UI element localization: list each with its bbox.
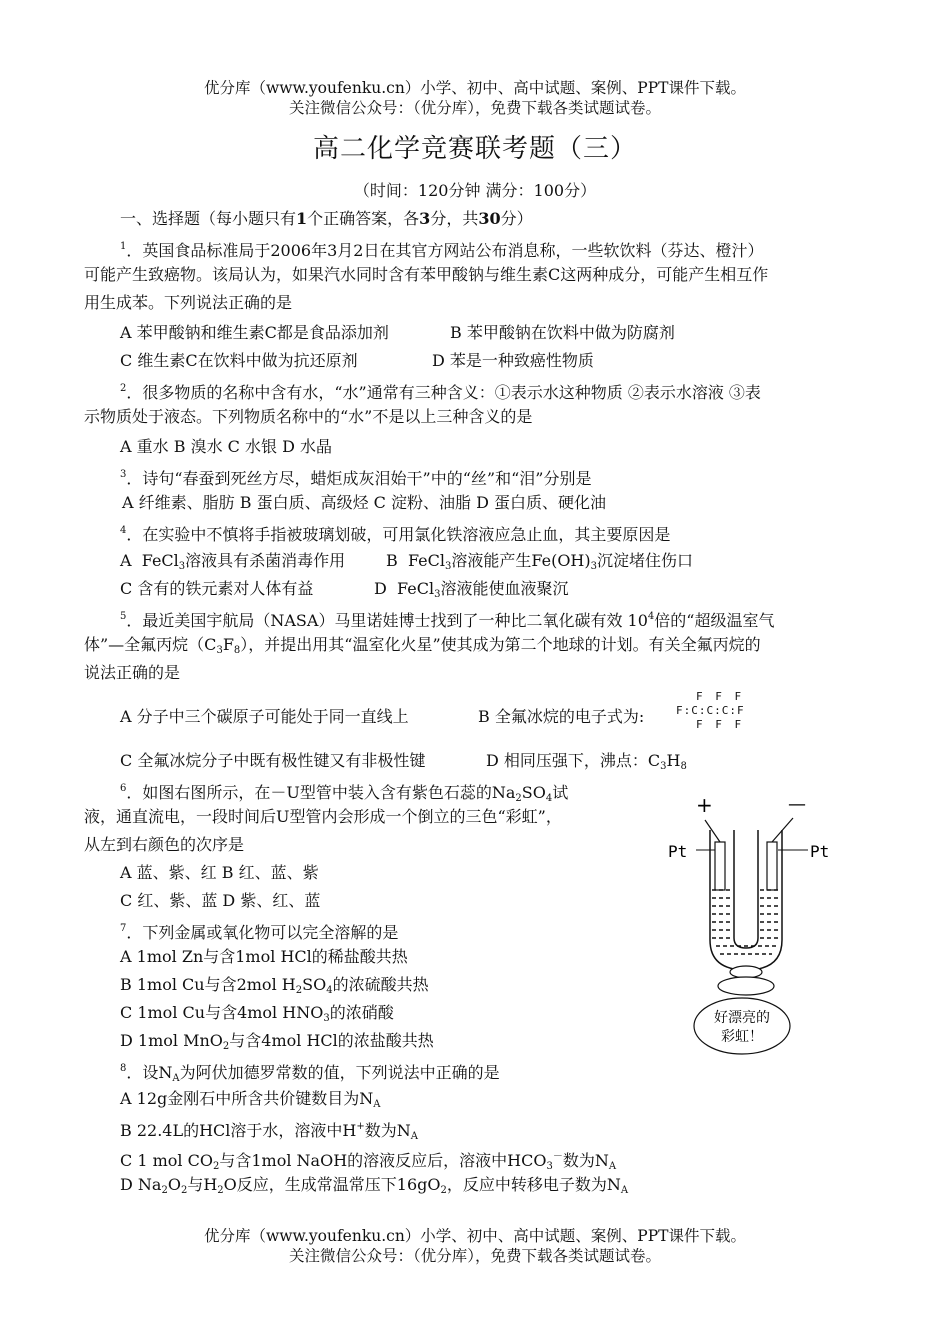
footer-line-2: 关注微信公众号：（优分库），免费下载各类试题试卷。	[288, 1247, 661, 1265]
header-line-1: 优分库（www.youfenku.cn）小学、初中、高中试题、案例、PPT课件下载。	[203, 79, 747, 97]
q5-line-3: 说法正确的是	[84, 663, 181, 682]
plus-sign: +	[696, 793, 713, 817]
pt-label-left: Pt	[668, 842, 688, 861]
q4-option-d: D FeCl3溶液能使血液聚沉	[374, 579, 569, 600]
q8-option-d: D Na2O2与H2O反应，生成常温常压下16gO2，反应中转移电子数为NA	[120, 1175, 629, 1196]
q1-line-3: 用生成苯。下列说法正确的是	[84, 293, 293, 312]
q7-option-a: A 1mol Zn与含1mol HCl的稀盐酸共热	[120, 947, 408, 966]
q7-option-d: D 1mol MnO2与含4mol HCl的浓盐酸共热	[120, 1031, 434, 1052]
section-heading: 一、选择题（每小题只有1个正确答案，各3分，共30分）	[120, 209, 533, 228]
q5-option-d: D 相同压强下，沸点：C3H8	[486, 751, 687, 772]
q2-line-2: 示物质处于液态。下列物质名称中的“水”不是以上三种含义的是	[84, 407, 533, 426]
q6-line-3: 从左到右颜色的次序是	[84, 835, 245, 854]
exam-subtitle: （时间：120分钟 满分：100分）	[353, 181, 597, 200]
bubble-line-1: 好漂亮的	[714, 1010, 770, 1026]
q6-line-2: 液，通直流电，一段时间后U型管内会形成一个倒立的三色“彩虹”，	[84, 807, 562, 826]
q5-option-b: B 全氟冰烷的电子式为:	[478, 707, 645, 726]
q6-options-cd: C 红、紫、蓝 D 紫、红、蓝	[120, 891, 321, 910]
q4-option-c: C 含有的铁元素对人体有益	[120, 579, 314, 598]
q4-option-b: B FeCl3溶液能产生Fe(OH)3沉淀堵住伤口	[386, 551, 694, 572]
q4-option-a: A FeCl3溶液具有杀菌消毒作用	[120, 551, 346, 572]
page-title: 高二化学竞赛联考题（三）	[312, 134, 637, 164]
u-tube-figure	[660, 790, 860, 1060]
q1-option-a: A 苯甲酸钠和维生素C都是食品添加剂	[120, 323, 389, 342]
q1-option-d: D 苯是一种致癌性物质	[432, 351, 594, 370]
q7-line-1: $^7$．下列金属或氧化物可以完全溶解的是	[120, 923, 399, 942]
q7-option-c: C 1mol Cu与含4mol HNO3的浓硝酸	[120, 1003, 394, 1024]
q2-line-1: $^2$．很多物质的名称中含有水，“水”通常有三种含义：①表示水这种物质 ②表示水溶液 ③表	[120, 383, 761, 402]
q3-options: A 纤维素、脂肪 B 蛋白质、高级烃 C 淀粉、油脂 D 蛋白质、硬化油	[122, 493, 606, 512]
c3f8-electron-formula: F F F F:C:C:C:F F F F	[676, 690, 745, 731]
header-line-2: 关注微信公众号：（优分库），免费下载各类试题试卷。	[288, 99, 661, 117]
q8-option-a: A 12g金刚石中所含共价键数目为NA	[120, 1089, 381, 1110]
bubble-line-2: 彩虹！	[721, 1029, 763, 1045]
q5-option-a: A 分子中三个碳原子可能处于同一直线上	[120, 707, 409, 726]
q1-line-1: $^1$．英国食品标准局于2006年3月2日在其官方网站公布消息称，一些软饮料（芬达、橙汁）	[120, 241, 764, 260]
q5-option-c: C 全氟冰烷分子中既有极性键又有非极性键	[120, 751, 426, 770]
q8-line-1: $^8$．设NA为阿伏加德罗常数的值，下列说法中正确的是	[120, 1063, 500, 1084]
q6-options-ab: A 蓝、紫、红 B 红、蓝、紫	[120, 863, 319, 882]
q2-options: A 重水 B 溴水 C 水银 D 水晶	[120, 437, 332, 456]
q1-option-b: B 苯甲酸钠在饮料中做为防腐剂	[450, 323, 675, 342]
pt-label-right: Pt	[810, 842, 830, 861]
q1-line-2: 可能产生致癌物。该局认为，如果汽水同时含有苯甲酸钠与维生素C这两种成分，可能产生相互作	[84, 265, 769, 284]
q8-option-b: B 22.4L的HCl溶于水，溶液中H+数为NA	[120, 1121, 419, 1142]
q1-option-c: C 维生素C在饮料中做为抗还原剂	[120, 351, 358, 370]
footer-line-1: 优分库（www.youfenku.cn）小学、初中、高中试题、案例、PPT课件下载。	[203, 1227, 747, 1245]
q5-line-1: $^5$．最近美国宇航局（NASA）马里诺娃博士找到了一种比二氧化碳有效 $10^4$倍的“超级温室气	[120, 611, 775, 630]
speech-bubble	[694, 998, 790, 1054]
q6-line-1: $^6$．如图右图所示，在－U型管中装入含有紫色石蕊的Na2SO4试	[120, 783, 569, 804]
minus-sign: —	[788, 794, 806, 815]
q5-line-2: 体”—全氟丙烷（C3F8），并提出用其“温室化火星”使其成为第二个地球的计划。有关全氟丙烷的	[84, 635, 761, 656]
q7-option-b: B 1mol Cu与含2mol H2SO4的浓硫酸共热	[120, 975, 429, 996]
solution-hatching	[712, 890, 780, 954]
q8-option-c: C 1 mol CO2与含1mol NaOH的溶液反应后，溶液中HCO3－数为NA	[120, 1151, 617, 1172]
q3-line-1: $^3$．诗句“春蚕到死丝方尽，蜡炬成灰泪始干”中的“丝”和“泪”分别是	[120, 469, 592, 488]
q4-line-1: $^4$．在实验中不慎将手指被玻璃划破，可用氯化铁溶液应急止血，其主要原因是	[120, 525, 671, 544]
